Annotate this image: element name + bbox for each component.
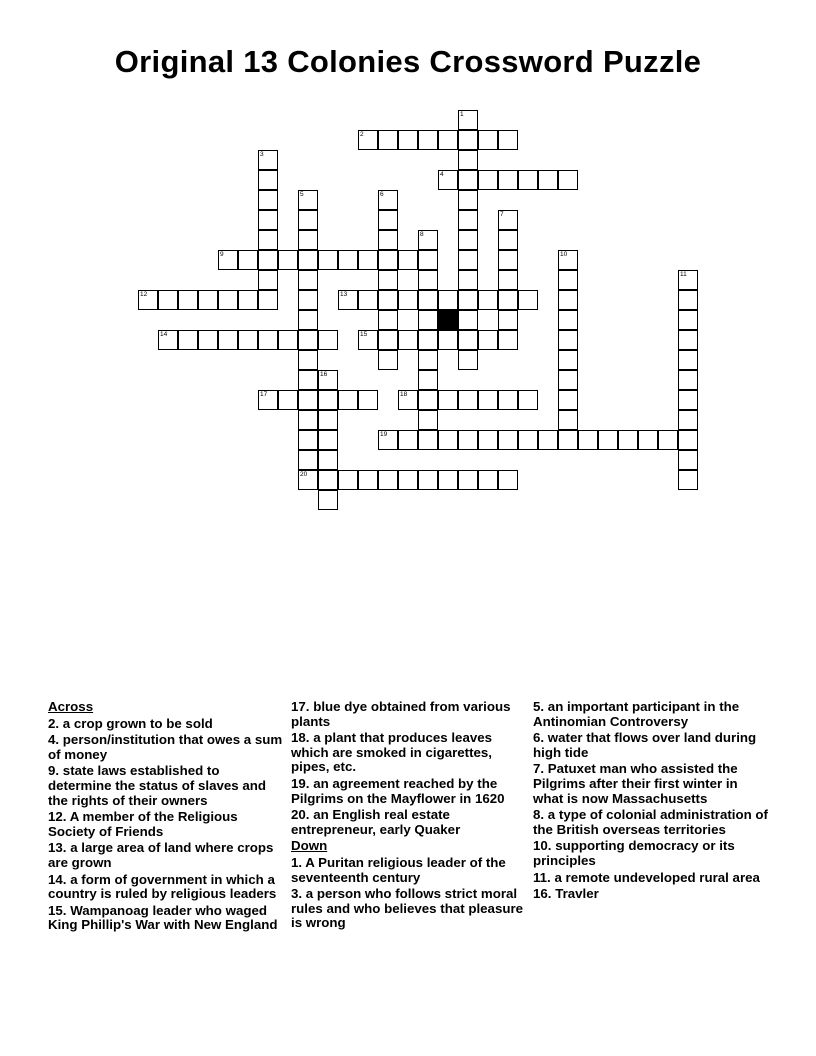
clue-text: Travler [555,886,599,902]
clue-number-label: 9 [220,251,224,258]
grid-cell[interactable] [598,430,618,450]
clue-down-1 [291,856,527,885]
clues-column-3 [533,700,769,904]
grid-cell[interactable] [298,250,318,270]
grid-cell[interactable] [358,290,378,310]
grid-cell[interactable] [378,210,398,230]
grid-cell[interactable] [298,290,318,310]
grid-cell[interactable] [478,290,498,310]
grid-cell[interactable] [418,270,438,290]
grid-cell[interactable] [458,250,478,270]
grid-cell[interactable] [678,390,698,410]
clue-number: 16. [533,886,552,902]
grid-cell[interactable] [418,250,438,270]
grid-cell[interactable] [278,390,298,410]
grid-cell[interactable] [238,330,258,350]
grid-cell[interactable] [478,430,498,450]
clue-down-8 [533,808,769,837]
clue-number: 4. [48,732,60,748]
grid-cell[interactable] [398,470,418,490]
grid-cell[interactable] [498,470,518,490]
clue-across-4 [48,733,284,762]
grid-cell[interactable] [318,390,338,410]
clue-text: Patuxet man who assisted the Pilgrims after their first winter in what is now Massachusetts [533,761,738,806]
clue-text: an English real estate entrepreneur, early Quaker [291,807,461,837]
clues-column-2 [291,700,527,933]
grid-cell[interactable] [558,350,578,370]
grid-cell[interactable] [458,270,478,290]
grid-cell[interactable] [238,290,258,310]
grid-cell[interactable] [218,330,238,350]
grid-cell[interactable] [438,390,458,410]
grid-cell[interactable] [378,190,398,210]
clue-text: a large area of land where crops are grown [48,840,274,870]
grid-cell[interactable] [498,130,518,150]
grid-cell[interactable] [358,470,378,490]
grid-cell[interactable] [238,250,258,270]
grid-cell[interactable] [418,310,438,330]
grid-cell[interactable] [458,150,478,170]
grid-cell[interactable] [178,290,198,310]
grid-cell[interactable] [458,190,478,210]
grid-cell[interactable] [498,330,518,350]
grid-cell[interactable] [258,250,278,270]
grid-cell[interactable] [298,430,318,450]
clue-text: A Puritan religious leader of the seventeenth century [291,854,506,885]
grid-cell[interactable] [478,170,498,190]
grid-cell[interactable] [498,430,518,450]
grid-cell[interactable] [378,330,398,350]
clue-number-label: 17 [260,391,268,398]
grid-cell[interactable] [258,150,278,170]
grid-cell[interactable] [398,290,418,310]
grid-cell[interactable] [258,270,278,290]
grid-cell[interactable] [398,130,418,150]
grid-cell[interactable] [478,390,498,410]
clue-number-label: 14 [160,331,168,338]
clue-text: a person who follows strict moral rules and who believes that pleasure is wrong [291,886,524,931]
clue-across-17 [291,700,527,729]
clue-number-label: 18 [400,391,408,398]
grid-cell[interactable] [278,330,298,350]
grid-cell[interactable] [558,390,578,410]
grid-cell[interactable] [498,250,518,270]
grid-cell[interactable] [438,330,458,350]
grid-cell[interactable] [458,110,478,130]
grid-cell[interactable] [498,170,518,190]
clue-number-label: 4 [440,171,444,178]
clue-number-label: 20 [300,471,308,478]
grid-cell[interactable] [298,210,318,230]
clue-number-label: 8 [420,231,424,238]
clue-number-label: 1 [460,111,464,118]
grid-cell[interactable] [678,270,698,290]
grid-cell[interactable] [138,290,158,310]
grid-cell[interactable] [378,310,398,330]
grid-cell[interactable] [678,310,698,330]
grid-cell[interactable] [258,170,278,190]
grid-cell[interactable] [458,330,478,350]
grid-cell[interactable] [438,170,458,190]
grid-cell[interactable] [578,430,598,450]
grid-cell[interactable] [498,290,518,310]
clue-number: 12. [48,809,67,825]
grid-cell[interactable] [318,370,338,390]
clue-number-label: 11 [680,271,687,278]
grid-cell[interactable] [338,390,358,410]
grid-cell[interactable] [678,330,698,350]
grid-cell[interactable] [518,170,538,190]
grid-cell[interactable] [258,390,278,410]
clue-number: 20. [291,807,310,823]
grid-cell[interactable] [478,470,498,490]
grid-cell[interactable] [538,170,558,190]
clue-text: A member of the Religious Society of Friends [48,809,238,839]
grid-cell[interactable] [298,350,318,370]
grid-cell[interactable] [298,330,318,350]
grid-cell[interactable] [298,410,318,430]
clue-number: 14. [48,871,67,887]
grid-cell[interactable] [398,390,418,410]
clue-text: state laws established to determine the status of slaves and the rights of their owners [48,763,266,808]
clue-text: an important participant in the Antinomian Controversy [533,699,740,729]
grid-cell[interactable] [418,410,438,430]
clue-number: 7. [533,761,545,777]
grid-cell[interactable] [338,470,358,490]
grid-cell[interactable] [418,230,438,250]
clue-across-2 [48,717,284,732]
grid-cell[interactable] [418,470,438,490]
clues-column-1 [48,700,284,935]
grid-cell[interactable] [438,470,458,490]
clue-down-11 [533,871,769,886]
grid-cell[interactable] [418,430,438,450]
grid-cell[interactable] [478,330,498,350]
grid-cell[interactable] [458,430,478,450]
grid-cell[interactable] [298,230,318,250]
grid-cell[interactable] [678,470,698,490]
clue-down-7 [533,762,769,806]
clue-text: a crop grown to be sold [62,715,213,731]
grid-cell[interactable] [398,250,418,270]
grid-cell[interactable] [438,290,458,310]
clue-number: 2. [48,715,60,731]
grid-cell[interactable] [538,430,558,450]
grid-cell[interactable] [298,370,318,390]
grid-cell[interactable] [198,330,218,350]
grid-cell[interactable] [558,430,578,450]
clue-number: 6. [533,730,545,746]
grid-cell[interactable] [298,390,318,410]
grid-cell[interactable] [498,270,518,290]
grid-cell[interactable] [678,290,698,310]
clue-across-13 [48,841,284,870]
clue-number-label: 19 [380,431,388,438]
grid-cell[interactable] [678,350,698,370]
clue-number-label: 10 [560,251,568,258]
clue-text: an agreement reached by the Pilgrims on the Mayflower in 1620 [291,775,505,806]
black-square [438,310,458,330]
clue-across-15 [48,904,284,933]
grid-cell[interactable] [558,250,578,270]
clue-number-label: 7 [500,211,504,218]
grid-cell[interactable] [678,370,698,390]
grid-cell[interactable] [498,230,518,250]
grid-cell[interactable] [618,430,638,450]
clue-text: person/institution that owes a sum of money [48,732,283,762]
grid-cell[interactable] [518,390,538,410]
clue-text: a type of colonial administration of the British overseas territories [533,807,768,837]
clue-number-label: 2 [360,131,364,138]
grid-cell[interactable] [518,430,538,450]
grid-cell[interactable] [478,130,498,150]
down-heading: Down [291,838,328,854]
clue-number: 15. [48,902,67,918]
clue-across-9 [48,764,284,808]
clue-number: 5. [533,699,545,714]
grid-cell[interactable] [438,130,458,150]
grid-cell[interactable] [318,430,338,450]
grid-cell[interactable] [358,130,378,150]
grid-cell[interactable] [258,230,278,250]
clue-text: Wampanoag leader who waged King Phillip's War with New England [48,902,278,933]
grid-cell[interactable] [218,250,238,270]
clue-number: 19. [291,775,310,791]
puzzle-title: Original 13 Colonies Crossword Puzzle [114,44,702,79]
grid-cell[interactable] [318,450,338,470]
clue-number: 18. [291,730,310,746]
grid-cell[interactable] [498,390,518,410]
grid-cell[interactable] [318,330,338,350]
grid-cell[interactable] [158,330,178,350]
grid-cell[interactable] [518,290,538,310]
grid-cell[interactable] [418,330,438,350]
grid-cell[interactable] [458,350,478,370]
grid-cell[interactable] [378,470,398,490]
grid-cell[interactable] [458,390,478,410]
clue-number: 17. [291,699,310,714]
grid-cell[interactable] [218,290,238,310]
clue-number-label: 15 [360,331,368,338]
grid-cell[interactable] [658,430,678,450]
grid-cell[interactable] [558,270,578,290]
grid-cell[interactable] [358,330,378,350]
grid-cell[interactable] [558,330,578,350]
clue-text: a remote undeveloped rural area [554,869,760,885]
grid-cell[interactable] [418,390,438,410]
clue-number: 3. [291,886,303,902]
grid-cell[interactable] [638,430,658,450]
clue-text: a form of government in which a country is ruled by religious leaders [48,871,277,902]
grid-cell[interactable] [458,210,478,230]
grid-cell[interactable] [558,370,578,390]
grid-cell[interactable] [378,290,398,310]
clue-number-label: 5 [300,191,304,198]
clue-number-label: 12 [140,291,148,298]
grid-cell[interactable] [318,490,338,510]
grid-cell[interactable] [458,310,478,330]
clue-number: 13. [48,840,67,856]
grid-cell[interactable] [378,230,398,250]
grid-cell[interactable] [278,250,298,270]
grid-cell[interactable] [678,430,698,450]
clue-down-5 [533,700,769,729]
grid-cell[interactable] [458,290,478,310]
grid-cell[interactable] [338,250,358,270]
across-heading: Across [48,699,94,714]
grid-cell[interactable] [418,370,438,390]
grid-cell[interactable] [418,350,438,370]
grid-cell[interactable] [358,250,378,270]
grid-cell[interactable] [458,470,478,490]
clue-number-label: 16 [320,371,328,378]
grid-cell[interactable] [158,290,178,310]
clue-text: water that flows over land during high tide [533,730,757,760]
grid-cell[interactable] [558,310,578,330]
grid-cell[interactable] [398,430,418,450]
clue-across-12 [48,810,284,839]
clue-number-label: 3 [260,151,264,158]
grid-cell[interactable] [558,170,578,190]
grid-cell[interactable] [318,410,338,430]
clue-across-20 [291,808,527,837]
clue-number-label: 6 [380,191,384,198]
grid-cell[interactable] [318,470,338,490]
grid-cell[interactable] [458,130,478,150]
clue-across-18 [291,731,527,775]
clue-down-6 [533,731,769,760]
clue-down-3 [291,887,527,931]
grid-cell[interactable] [378,350,398,370]
grid-cell[interactable] [438,430,458,450]
grid-cell[interactable] [378,270,398,290]
grid-cell[interactable] [358,390,378,410]
clue-down-16 [533,887,769,902]
grid-cell[interactable] [298,450,318,470]
grid-cell[interactable] [498,210,518,230]
clue-text: a plant that produces leaves which are smoked in cigarettes, pipes, etc. [291,730,493,775]
grid-cell[interactable] [298,470,318,490]
clue-down-10 [533,839,769,868]
clue-across-19 [291,777,527,806]
grid-cell[interactable] [298,190,318,210]
grid-cell[interactable] [418,130,438,150]
grid-cell[interactable] [198,290,218,310]
grid-cell[interactable] [498,310,518,330]
grid-cell[interactable] [318,250,338,270]
grid-cell[interactable] [558,290,578,310]
clue-number: 11. [533,869,551,885]
grid-cell[interactable] [178,330,198,350]
grid-cell[interactable] [338,290,358,310]
grid-cell[interactable] [458,230,478,250]
clue-text: supporting democracy or its principles [533,838,735,868]
clue-text: blue dye obtained from various plants [291,699,511,729]
clue-number: 1. [291,854,303,870]
grid-cell[interactable] [458,170,478,190]
grid-cell[interactable] [298,310,318,330]
grid-cell[interactable] [258,330,278,350]
grid-cell[interactable] [378,430,398,450]
clue-number: 10. [533,838,552,854]
grid-cell[interactable] [378,250,398,270]
grid-cell[interactable] [298,270,318,290]
grid-cell[interactable] [678,410,698,430]
grid-cell[interactable] [258,290,278,310]
grid-cell[interactable] [418,290,438,310]
grid-cell[interactable] [398,330,418,350]
clue-across-14 [48,873,284,902]
clue-number-label: 13 [340,291,348,298]
grid-cell[interactable] [378,130,398,150]
grid-cell[interactable] [678,450,698,470]
grid-cell[interactable] [258,190,278,210]
clue-number: 8. [533,807,545,823]
grid-cell[interactable] [258,210,278,230]
clue-number: 9. [48,763,60,779]
grid-cell[interactable] [558,410,578,430]
